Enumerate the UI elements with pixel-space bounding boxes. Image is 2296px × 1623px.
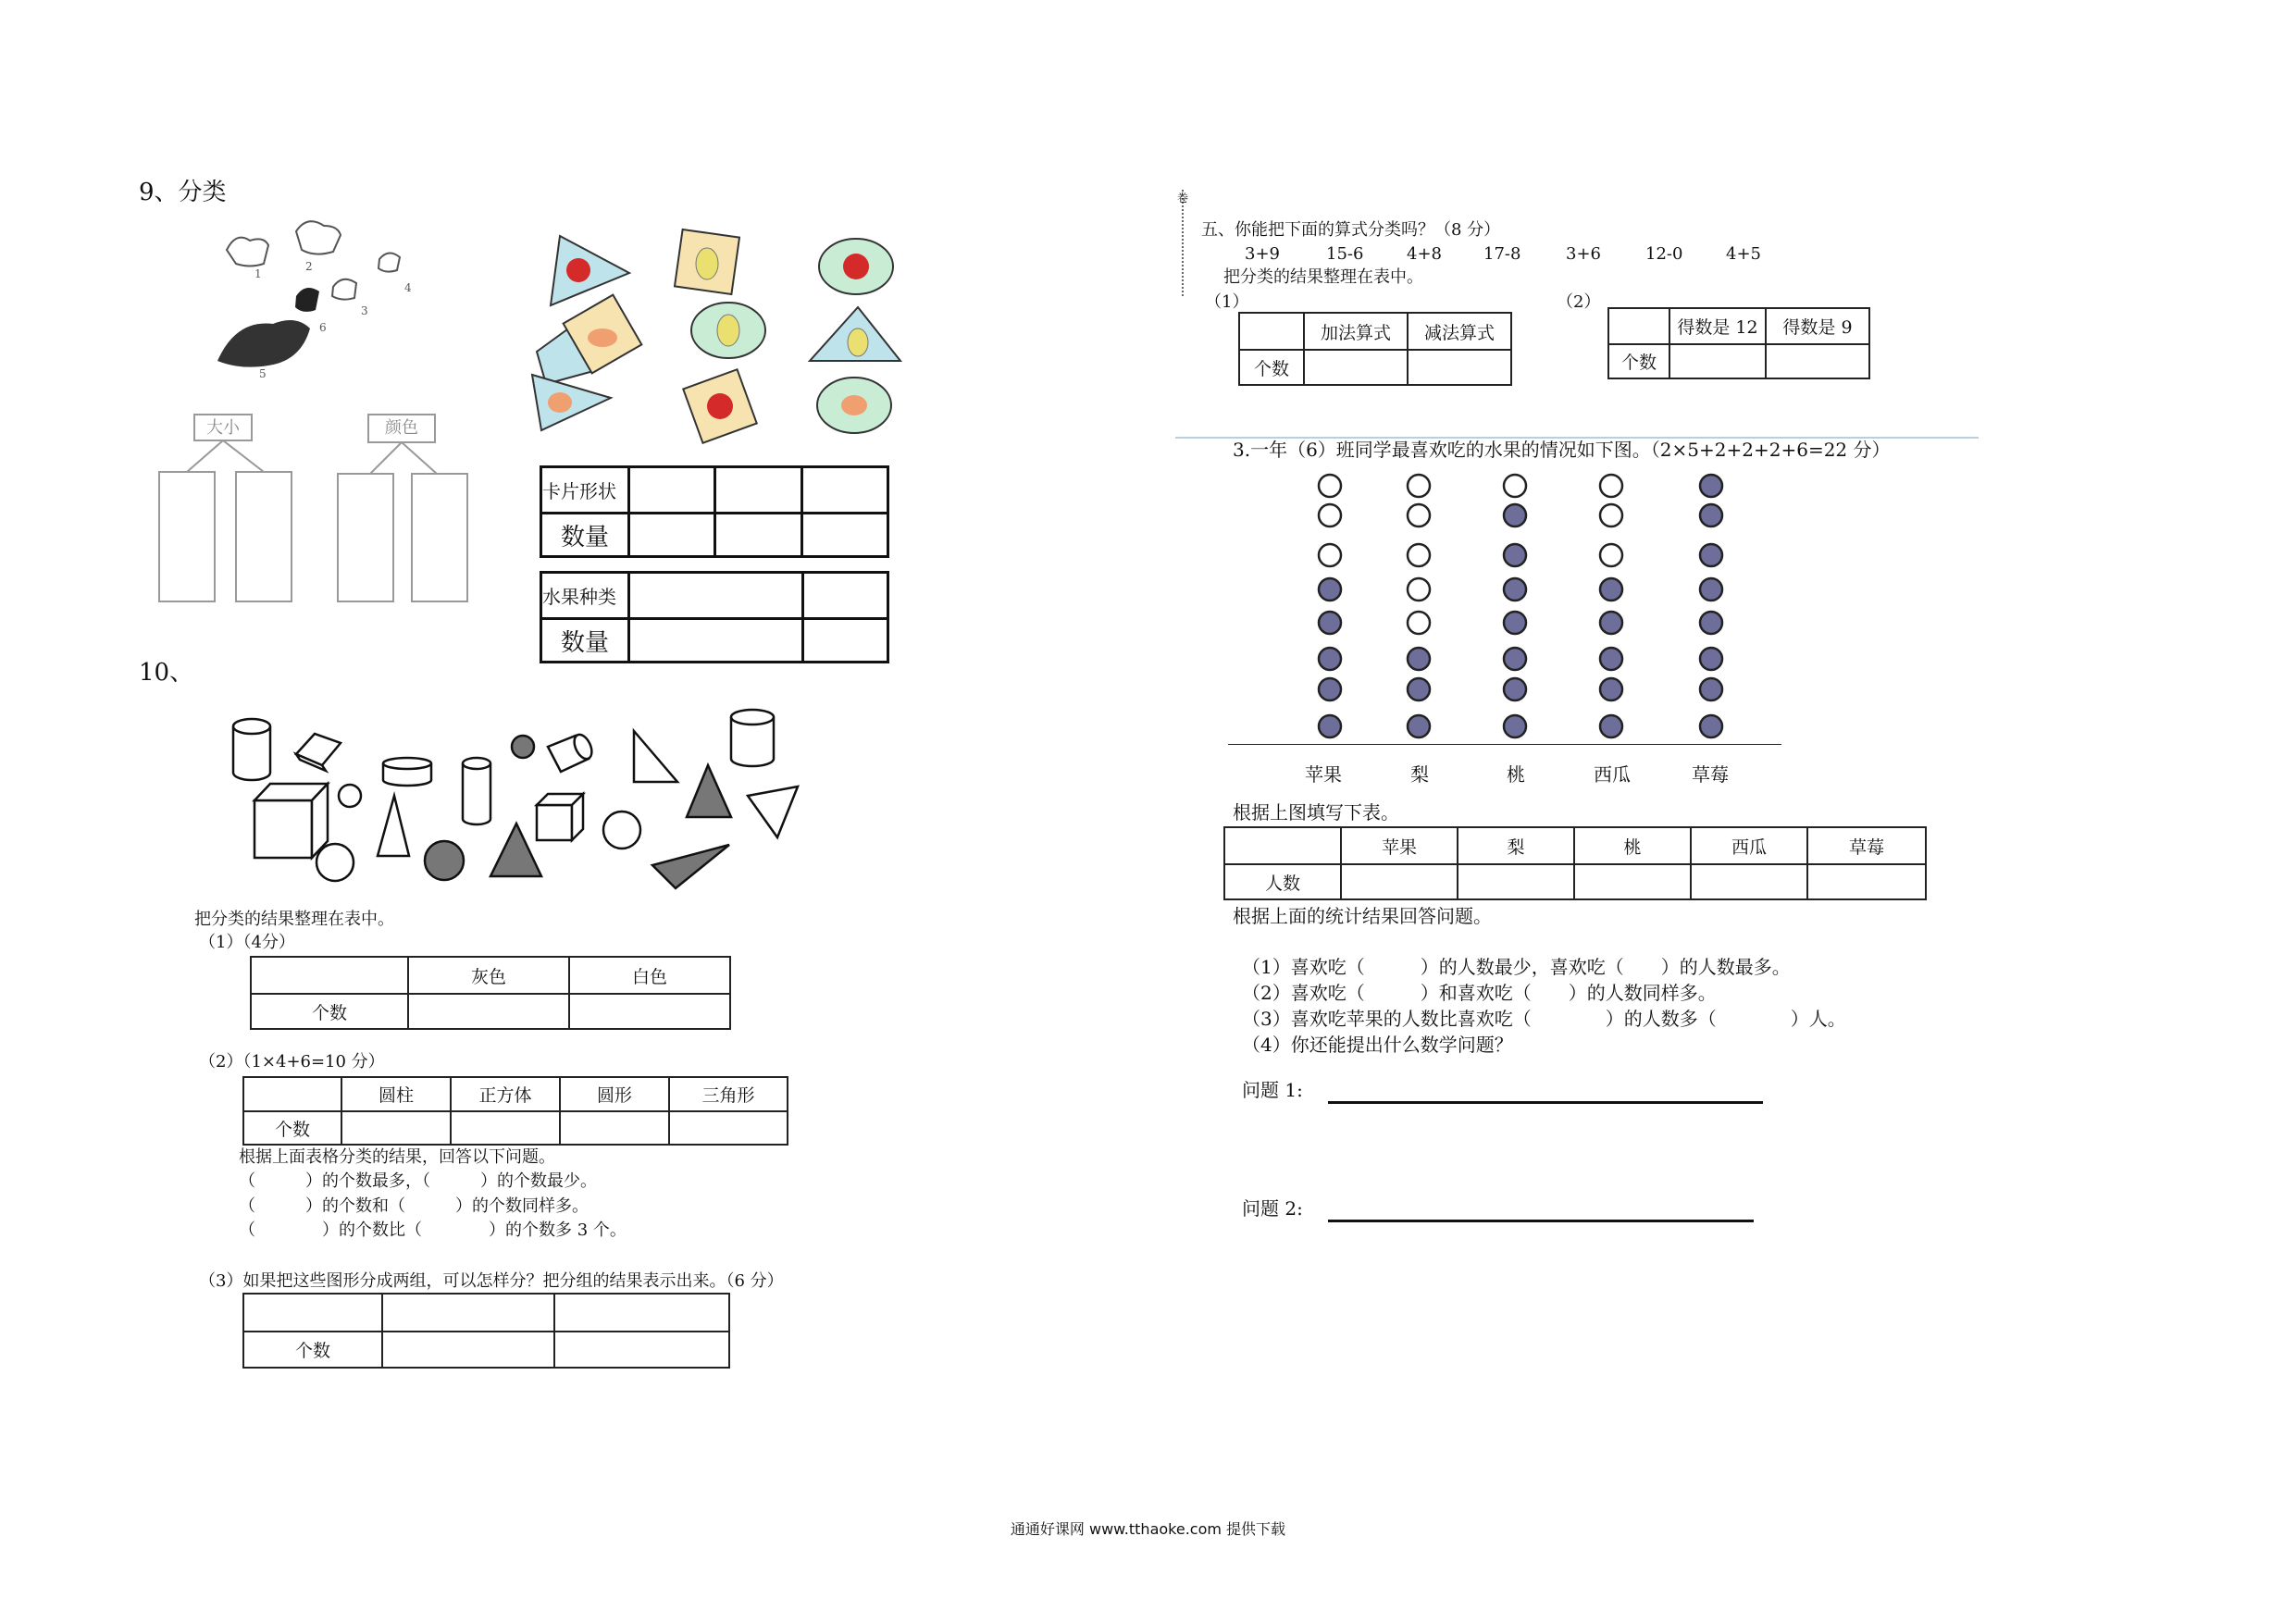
q9-shape-cell[interactable] — [801, 514, 887, 557]
q10-p3-label: （3）如果把这些图形分成两组，可以怎样分？把分组的结果表示出来。（6 分） — [199, 1271, 784, 1291]
footer-credit: 通通好课网 www.tthaoke.com 提供下载 — [1010, 1520, 1286, 1538]
q9-shape-table — [540, 465, 889, 558]
empty-dot — [1319, 475, 1341, 497]
shapes-illustration — [222, 699, 814, 893]
filled-dot — [1600, 648, 1622, 670]
sec3-header-apple: 苹果 — [1341, 827, 1458, 864]
q10-color-cell[interactable] — [569, 994, 730, 1029]
q9-shape-qty-label: 数量 — [541, 514, 629, 557]
filled-dot — [1700, 475, 1722, 497]
sec5-t2-row-label: 个数 — [1608, 344, 1669, 378]
filled-dot — [1504, 678, 1526, 700]
box-label-color: 颜色 — [385, 418, 418, 438]
empty-dot — [1408, 544, 1430, 566]
sec3-instruction2: 根据上面的统计结果回答问题。 — [1233, 905, 1492, 927]
sec5-t1-header-add: 加法算式 — [1304, 313, 1408, 350]
sec3-title: 3.一年（6）班同学最喜欢吃的水果的情况如下图。（2×5+2+2+2+6=22 分） — [1233, 439, 1891, 461]
sec3-header-pear: 梨 — [1458, 827, 1574, 864]
q9-fruit-cell[interactable] — [803, 619, 888, 663]
fruit-dot-chart — [1226, 467, 1800, 745]
empty-dot — [1408, 612, 1430, 634]
q9-shape-cell[interactable] — [715, 467, 801, 514]
q10-shape-table — [242, 1076, 788, 1146]
q10-title: 10、 — [139, 659, 194, 687]
sec5-t1-corner — [1239, 313, 1304, 350]
sec3-instruction1: 根据上图填写下表。 — [1233, 801, 1399, 824]
q10-shape-cell[interactable] — [669, 1111, 788, 1145]
expr: 4+5 — [1726, 244, 1761, 264]
filled-dot — [1504, 612, 1526, 634]
problem1-answer-line[interactable] — [1328, 1101, 1763, 1104]
filled-dot — [1319, 678, 1341, 700]
q10-shape-cell[interactable] — [451, 1111, 560, 1145]
sec5-instruction: 把分类的结果整理在表中。 — [1223, 267, 1423, 287]
sec3-cell[interactable] — [1574, 864, 1691, 899]
q9-fruit-cell[interactable] — [803, 573, 888, 619]
svg-text:5: 5 — [259, 367, 267, 379]
q9-fruit-row-label: 水果种类 — [541, 573, 629, 619]
q10-shape-header-circle: 圆形 — [560, 1077, 669, 1111]
binding-side-char: 卷 — [1177, 192, 1189, 204]
sec5-t1-label: （1） — [1205, 292, 1249, 312]
sec3-question-3: （3）喜欢吃苹果的人数比喜欢吃（ ）的人数多（ ）人。 — [1242, 1008, 1846, 1030]
sec5-t2-label: （2） — [1557, 292, 1601, 312]
sec5-t1-cell[interactable] — [1408, 350, 1511, 385]
q10-color-row-label: 个数 — [251, 994, 408, 1029]
sec3-corner — [1224, 827, 1341, 864]
expr: 17-8 — [1483, 244, 1521, 264]
sec5-t1-row-label: 个数 — [1239, 350, 1304, 385]
filled-dot — [1319, 612, 1341, 634]
sec5-t2-header-9: 得数是 9 — [1766, 308, 1869, 344]
filled-dot — [1700, 504, 1722, 527]
filled-dot — [1600, 715, 1622, 737]
empty-dot — [1408, 578, 1430, 601]
fruit-label-watermelon: 西瓜 — [1594, 763, 1631, 786]
q10-color-header-gray: 灰色 — [408, 957, 569, 994]
q9-shape-cell[interactable] — [801, 467, 887, 514]
sec5-t2-cell[interactable] — [1669, 344, 1766, 378]
q9-fruit-cell[interactable] — [629, 619, 803, 663]
filled-dot — [1700, 648, 1722, 670]
svg-text:1: 1 — [254, 267, 262, 280]
fruit-label-apple: 苹果 — [1305, 763, 1342, 786]
sec5-table2 — [1607, 307, 1870, 379]
q10-group-table — [242, 1293, 730, 1369]
expr: 4+8 — [1407, 244, 1442, 264]
q10-shape-row-label: 个数 — [243, 1111, 341, 1145]
filled-dot — [1700, 612, 1722, 634]
sec3-row-label: 人数 — [1224, 864, 1341, 899]
filled-dot — [1700, 678, 1722, 700]
sec5-t2-cell[interactable] — [1766, 344, 1869, 378]
empty-dot — [1408, 475, 1430, 497]
q10-question-intro: 根据上面表格分类的结果，回答以下问题。 — [239, 1147, 555, 1167]
q10-color-cell[interactable] — [408, 994, 569, 1029]
sec5-t2-corner — [1608, 308, 1669, 344]
problem2-label: 问题 2: — [1242, 1197, 1303, 1220]
expr: 15-6 — [1326, 244, 1364, 264]
q9-fruit-cell[interactable] — [629, 573, 803, 619]
fruit-label-pear: 梨 — [1410, 763, 1429, 786]
q10-p1-label: （1）（4分） — [199, 933, 295, 952]
svg-text:2: 2 — [305, 260, 313, 273]
sec3-cell[interactable] — [1691, 864, 1807, 899]
q9-title: 9、分类 — [139, 179, 227, 206]
sec3-header-strawberry: 草莓 — [1807, 827, 1926, 864]
filled-dot — [1408, 678, 1430, 700]
q10-question-3: （ ）的个数比（ ）的个数多 3 个。 — [239, 1220, 627, 1240]
filled-dot — [1319, 578, 1341, 601]
empty-dot — [1504, 475, 1526, 497]
q10-question-2: （ ）的个数和（ ）的个数同样多。 — [239, 1196, 589, 1216]
empty-dot — [1319, 504, 1341, 527]
q10-group-cell[interactable] — [382, 1294, 554, 1332]
q9-shape-cell[interactable] — [629, 514, 715, 557]
q10-shape-header-cube: 正方体 — [451, 1077, 560, 1111]
q9-shape-cell[interactable] — [715, 514, 801, 557]
sec3-question-4: （4）你还能提出什么数学问题？ — [1242, 1034, 1513, 1056]
q10-shape-cell[interactable] — [341, 1111, 451, 1145]
q10-p2-label: （2）（1×4+6=10 分） — [199, 1052, 385, 1072]
fruit-axis-labels — [1296, 763, 1758, 787]
q10-group-row-label: 个数 — [243, 1332, 382, 1368]
svg-text:6: 6 — [319, 321, 327, 334]
empty-dot — [1600, 544, 1622, 566]
sec5-t1-header-sub: 减法算式 — [1408, 313, 1511, 350]
q10-shape-header-cylinder: 圆柱 — [341, 1077, 451, 1111]
filled-dot — [1408, 715, 1430, 737]
expr: 3+6 — [1566, 244, 1601, 264]
empty-dot — [1319, 544, 1341, 566]
filled-dot — [1600, 678, 1622, 700]
expr: 3+9 — [1245, 244, 1280, 264]
empty-dot — [1600, 475, 1622, 497]
q10-shape-header-triangle: 三角形 — [669, 1077, 788, 1111]
problem1-label: 问题 1: — [1242, 1079, 1303, 1101]
svg-text:4: 4 — [404, 281, 412, 294]
filled-dot — [1408, 648, 1430, 670]
sec5-expressions — [1245, 244, 1846, 265]
filled-dot — [1700, 578, 1722, 601]
sec3-question-1: （1）喜欢吃（ ）的人数最少，喜欢吃（ ）的人数最多。 — [1242, 956, 1791, 978]
svg-text:3: 3 — [361, 304, 368, 317]
q9-shape-cell[interactable] — [629, 467, 715, 514]
empty-dot — [1600, 504, 1622, 527]
q10-group-corner — [243, 1294, 382, 1332]
q9-fruit-table — [540, 571, 889, 663]
q10-question-1: （ ）的个数最多，（ ）的个数最少。 — [239, 1171, 597, 1191]
filled-dot — [1504, 648, 1526, 670]
fruit-label-peach: 桃 — [1507, 763, 1525, 786]
sec3-cell[interactable] — [1807, 864, 1926, 899]
dot-layer — [1319, 475, 1722, 737]
filled-dot — [1700, 544, 1722, 566]
sec5-t1-cell[interactable] — [1304, 350, 1408, 385]
q10-group-cell[interactable] — [554, 1332, 729, 1368]
filled-dot — [1600, 578, 1622, 601]
filled-dot — [1319, 715, 1341, 737]
filled-dot — [1504, 504, 1526, 527]
fruit-cards-illustration — [523, 222, 912, 444]
empty-dot — [1408, 504, 1430, 527]
q10-shape-corner — [243, 1077, 341, 1111]
sec5-title: 五、你能把下面的算式分类吗？（8 分） — [1201, 220, 1501, 240]
q10-instruction: 把分类的结果整理在表中。 — [194, 910, 394, 929]
sec3-cell[interactable] — [1458, 864, 1574, 899]
cats-illustration — [208, 213, 426, 379]
sec3-question-2: （2）喜欢吃（ ）和喜欢吃（ ）的人数同样多。 — [1242, 982, 1717, 1004]
box-label-size: 大小 — [206, 418, 240, 438]
q9-fruit-qty-label: 数量 — [541, 619, 629, 663]
sec3-header-peach: 桃 — [1574, 827, 1691, 864]
filled-dot — [1504, 715, 1526, 737]
filled-dot — [1504, 578, 1526, 601]
problem2-answer-line[interactable] — [1328, 1220, 1754, 1222]
fruit-label-strawberry: 草莓 — [1692, 763, 1729, 786]
q10-shape-cell[interactable] — [560, 1111, 669, 1145]
q9-shape-row-label: 卡片形状 — [541, 467, 629, 514]
filled-dot — [1600, 612, 1622, 634]
sec3-header-watermelon: 西瓜 — [1691, 827, 1807, 864]
filled-dot — [1319, 648, 1341, 670]
q10-color-table — [250, 956, 731, 1030]
filled-dot — [1700, 715, 1722, 737]
q10-group-cell[interactable] — [554, 1294, 729, 1332]
sec5-t2-header-12: 得数是 12 — [1669, 308, 1766, 344]
q10-color-corner — [251, 957, 408, 994]
filled-dot — [1504, 544, 1526, 566]
expr: 12-0 — [1645, 244, 1683, 264]
sec3-cell[interactable] — [1341, 864, 1458, 899]
sec3-fruit-table — [1223, 826, 1927, 900]
q10-group-cell[interactable] — [382, 1332, 554, 1368]
q10-color-header-white: 白色 — [569, 957, 730, 994]
sec5-table1 — [1238, 312, 1512, 386]
binding-dotted-line — [1182, 190, 1184, 296]
